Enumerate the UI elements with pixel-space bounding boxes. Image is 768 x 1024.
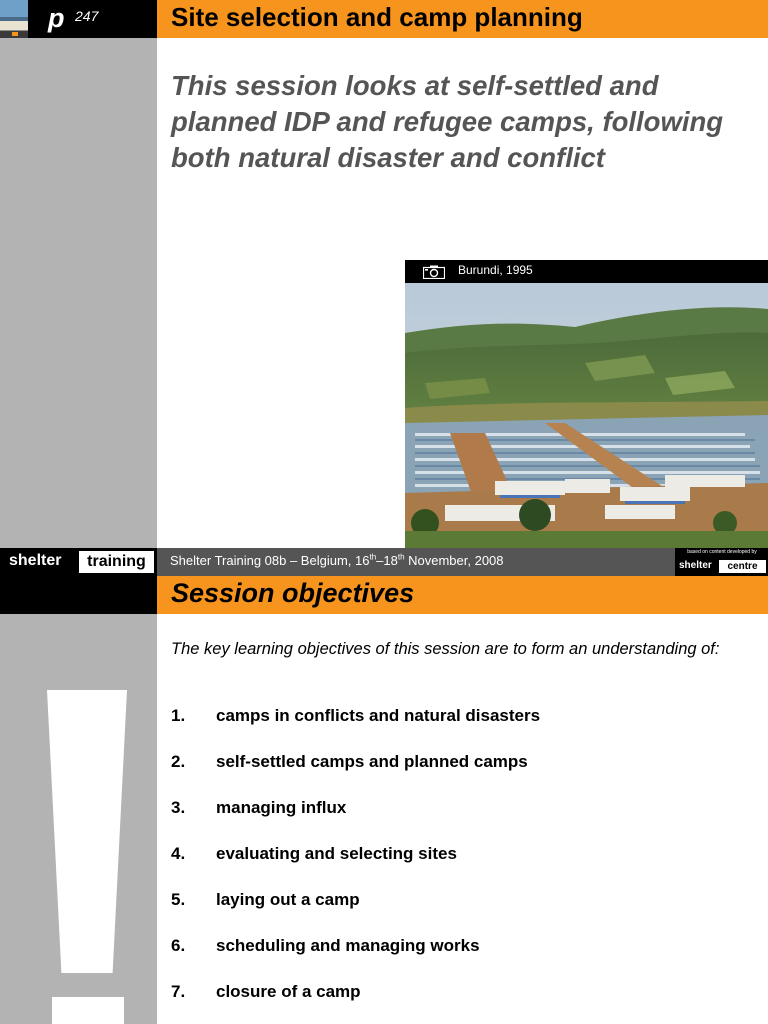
page-number: 247	[75, 8, 99, 24]
slide2-title-bar	[157, 576, 768, 614]
objectives-list	[171, 706, 751, 1024]
item-text: self-settled camps and planned camps	[216, 752, 528, 771]
item-text: laying out a camp	[216, 890, 360, 909]
event-info	[170, 553, 504, 568]
logo-tagline: based on content developed by	[687, 549, 757, 555]
item-text: scheduling and managing works	[216, 936, 480, 955]
slide1-lead-text: This session looks at self-settled and planned IDP and refugee camps, following both natural disaster and conflict	[171, 70, 724, 173]
camera-icon	[423, 265, 445, 284]
photo-caption: Burundi, 1995	[458, 263, 533, 277]
item-text: closure of a camp	[216, 982, 361, 1001]
slide-footer	[0, 548, 768, 576]
list-item	[171, 706, 751, 752]
item-number: 4.	[171, 844, 186, 863]
thumbnail-accent	[12, 32, 18, 36]
logo-shelter-word: shelter	[9, 552, 62, 569]
item-number: 5.	[171, 890, 186, 909]
list-item	[171, 752, 751, 798]
item-number: 2.	[171, 752, 186, 771]
list-item	[171, 798, 751, 844]
logo-training-word: training	[79, 551, 154, 573]
logo-centre-word: centre	[719, 560, 766, 573]
item-number: 6.	[171, 936, 186, 955]
list-item	[171, 890, 751, 936]
logo-shelter-word-right: shelter	[679, 560, 712, 571]
item-number: 1.	[171, 706, 186, 725]
slide2-corner-block	[0, 576, 157, 614]
shelter-centre-logo	[675, 548, 768, 576]
list-item	[171, 936, 751, 982]
objectives-intro: The key learning objectives of this session are to form an understanding of:	[171, 640, 720, 658]
event-sup-2: th	[397, 552, 405, 562]
list-item	[171, 844, 751, 890]
event-sup-1: th	[369, 552, 377, 562]
slide-thumbnail	[0, 0, 28, 38]
slide1-title: Site selection and camp planning	[171, 2, 583, 32]
page-label: p	[48, 3, 65, 33]
item-number: 3.	[171, 798, 186, 817]
item-text: camps in conflicts and natural disasters	[216, 706, 541, 725]
item-number: 7.	[171, 982, 186, 1001]
camp-photo	[405, 283, 768, 548]
shelter-training-logo	[0, 548, 157, 576]
list-item	[171, 982, 751, 1024]
event-prefix: Shelter Training 08b – Belgium, 16	[170, 553, 370, 568]
event-mid: –18	[376, 553, 398, 568]
slide1-title-bar	[157, 0, 768, 38]
slide2-title: Session objectives	[171, 578, 415, 608]
exclamation-dot	[52, 997, 124, 1024]
page-number-box	[28, 0, 157, 38]
event-suffix: November, 2008	[404, 553, 504, 568]
item-text: managing influx	[216, 798, 347, 817]
slide1-sidebar	[0, 0, 157, 548]
item-text: evaluating and selecting sites	[216, 844, 457, 863]
photo-caption-bar	[405, 260, 768, 283]
